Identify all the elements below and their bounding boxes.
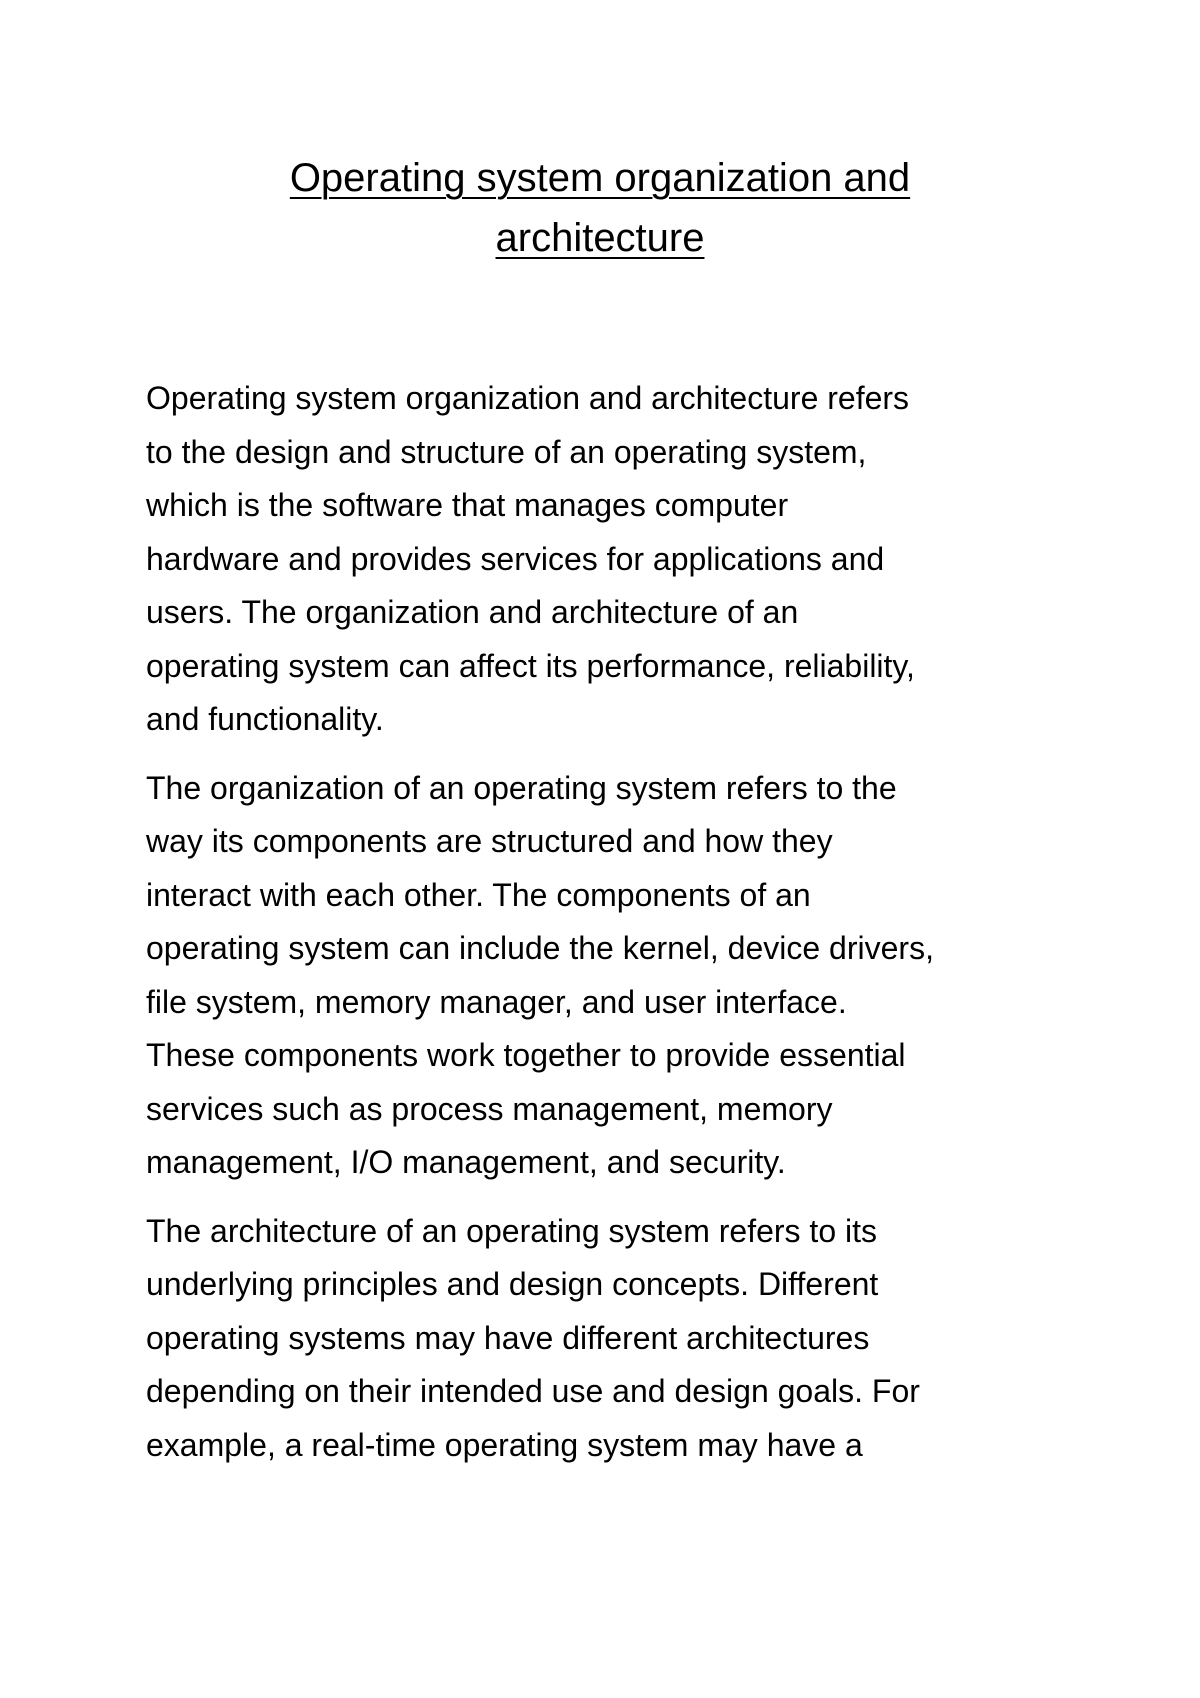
paragraph-3 (146, 1205, 1086, 1473)
paragraph-1 (146, 372, 1086, 747)
text-line: services such as process management, memory (146, 1090, 833, 1127)
text-line: The architecture of an operating system refers to its (146, 1212, 877, 1249)
text-line: interact with each other. The components of an (146, 876, 811, 913)
text-line: which is the software that manages computer (146, 487, 789, 523)
text-line: management, I/O management, and security. (146, 1144, 786, 1180)
paragraph-2 (146, 762, 1086, 1190)
text-line: hardware and provides services for applications and (146, 540, 885, 577)
title-line: architecture (495, 216, 705, 260)
text-line: file system, memory manager, and user interface. (146, 983, 847, 1020)
text-line: operating system can affect its performance, reliability, (146, 647, 915, 684)
document-body (146, 372, 1086, 1487)
text-line: example, a real-time operating system may have a (146, 1426, 863, 1463)
text-line: These components work together to provide essential (146, 1037, 906, 1073)
text-line: Operating system organization and architecture refers (146, 380, 910, 416)
text-line: to the design and structure of an operating system, (146, 433, 867, 470)
text-line: The organization of an operating system refers to the (146, 769, 897, 806)
title-line: Operating system organization and (289, 156, 911, 200)
text-line: operating systems may have different architectures (146, 1319, 870, 1356)
text-line: users. The organization and architecture of an (146, 594, 799, 630)
text-line: and functionality. (146, 701, 384, 737)
text-line: depending on their intended use and design goals. For (146, 1373, 920, 1409)
text-line: way its components are structured and how they (146, 823, 833, 859)
text-line: operating system can include the kernel, device drivers, (146, 930, 934, 966)
document-title (150, 148, 1050, 268)
text-line: underlying principles and design concepts. Different (146, 1266, 879, 1302)
